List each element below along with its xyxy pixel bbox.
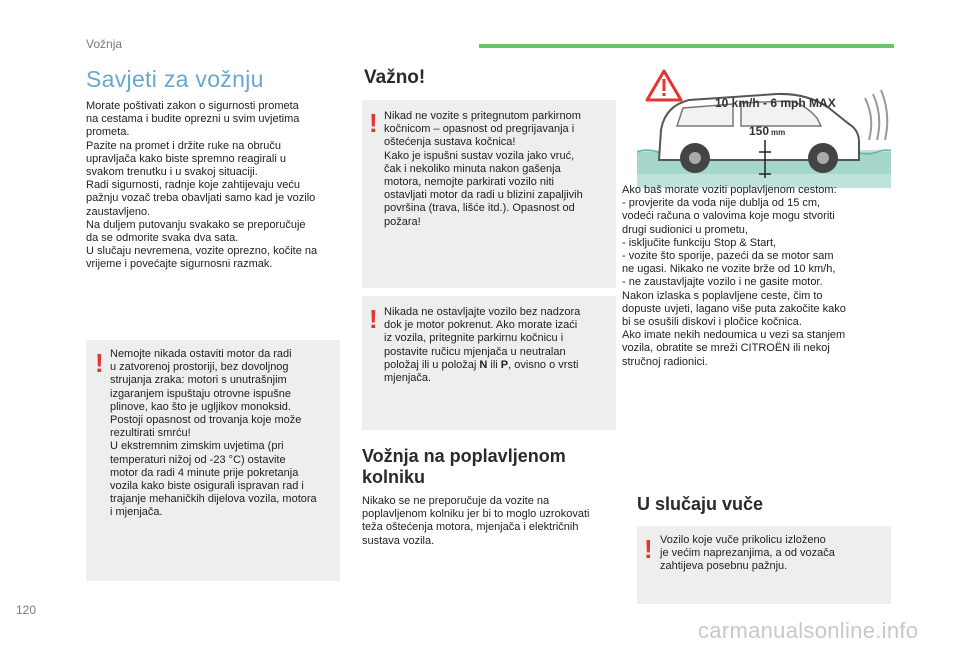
section-accent-bar [479,44,894,48]
depth-value-label: 150 [749,124,770,138]
motion-lines-icon [865,90,887,140]
warning-text-motor: Nemojte nikada ostaviti motor da radi u zatvorenoj prostoriji, bez dovoljnog strujanja zraka: motori s unutrašnjim izgaranjem ispuštaju otrovne ispušne plinove, kao što je ugljikov monoksid. Postoji opasnost od trovanja koje može rezultirati smrću! U ekstremnim zimskim uvjetima (pri temperaturi nižoj od -23 °C) ostavite motor da radi 4 minute prije pokretanja vozila kako biste osigurali ispravan rad i trajanje mehaničkih dijelova vozila, motora i mjenjača. [110,348,317,519]
warning-text-part: Nikada ne ostavljajte vozilo bez nadzora dok je motor pokrenut. Ako morate izaći iz vozila, pritegnite parkirnu kočnicu i postavite ručicu mjenjača u neutralan položaj ili u položaj [384,306,581,371]
flooded-road-instructions: Ako baš morate voziti poplavljenom cestom: - provjerite da voda nije dublja od 15 cm, vodeći računa o valovima koje mogu stvoriti drugi sudionici u prometu, - isključite funkciju Stop & Start, - vozite što sporije, pazeći da se motor sam ne ugasi. Nikako ne vozite brže od 10 km/h, - ne zaustavljajte vozilo i ne gasite motor. Nakon izlaska s poplavljene ceste, čim to dopuste uvjeti, lagano više puta zakočite kako bi se osušili diskovi i pločice kočnica. Ako imate nekih nedoumica u vezi sa stanjem vozila, obratite se mreži CITROËN ili nekoj stručnoj radionici. [622,184,846,368]
towing-heading: U slučaju vuče [637,494,764,514]
important-heading: Važno! [364,67,426,88]
warning-box-unattended [362,296,616,430]
warning-text-brake: Nikad ne vozite s pritegnutom parkirnom kočnicom – opasnost od pregrijavanja i oštećenja sustava kočnica! Kako je ispušni sustav vozila jako vruć, čak i nekoliko minuta nakon gašenja motora, nemojte parkirati vozilo niti ostavljati motor da radi u blizini zapaljivih površina (trava, lišće itd.). Opasnost od požara! [384,110,583,228]
flooded-road-intro: Nikako se ne preporučuje da vozite na poplavljenom kolniku jer bi to moglo uzrokovati teža oštećenja motora, mjenjača i električnih sustava vozila. [362,495,590,547]
gear-n-label: N [479,358,488,371]
page-title: Savjeti za vožnju [86,66,264,92]
flood-driving-illustration [637,68,891,188]
page-number: 120 [16,603,37,617]
warning-exclamation-icon: ! [369,108,378,138]
intro-paragraph: Morate poštivati zakon o sigurnosti prometa na cestama i budite oprezni u svim uvjetima prometa. Pazite na promet i držite ruke na obruču upravljača kako biste spremno reagirali u svakom trenutku i u svakoj situaciji. Radi sigurnosti, radnje koje zahtijevaju veću pažnju vozač treba obavljati samo kad je vozilo zaustavljeno. Na duljem putovanju svakako se preporučuje da se odmorite svaka dva sata. U slučaju nevremena, vozite oprezno, kočite na vrijeme i povećajte sigurnosni razmak. [86,100,318,271]
warning-text-towing: Vozilo koje vuče prikolicu izloženo je većim naprezanjima, a od vozača zahtijeva posebnu pažnju. [660,534,835,573]
gear-p-label: P [500,358,509,371]
warning-box-brake [362,100,616,288]
site-watermark: carmanualsonline.info [698,618,919,643]
warning-box-motor [86,340,340,581]
flooded-road-heading: Vožnja na poplavljenom kolniku [362,446,566,487]
warning-exclamation-icon: ! [644,534,653,564]
warning-text-part: , ovisno o vrsti mjenjača. [384,358,579,385]
depth-unit-label: mm [771,128,786,137]
warning-exclamation-icon: ! [369,304,378,334]
warning-box-towing [637,526,891,604]
warning-exclamation-icon: ! [95,348,104,378]
speed-limit-label: 10 km/h - 6 mph MAX [715,96,836,110]
section-header: Vožnja [86,37,123,51]
warning-text-unattended [384,306,612,385]
flood-car-svg [637,68,891,188]
warning-text-part: ili [487,358,501,371]
